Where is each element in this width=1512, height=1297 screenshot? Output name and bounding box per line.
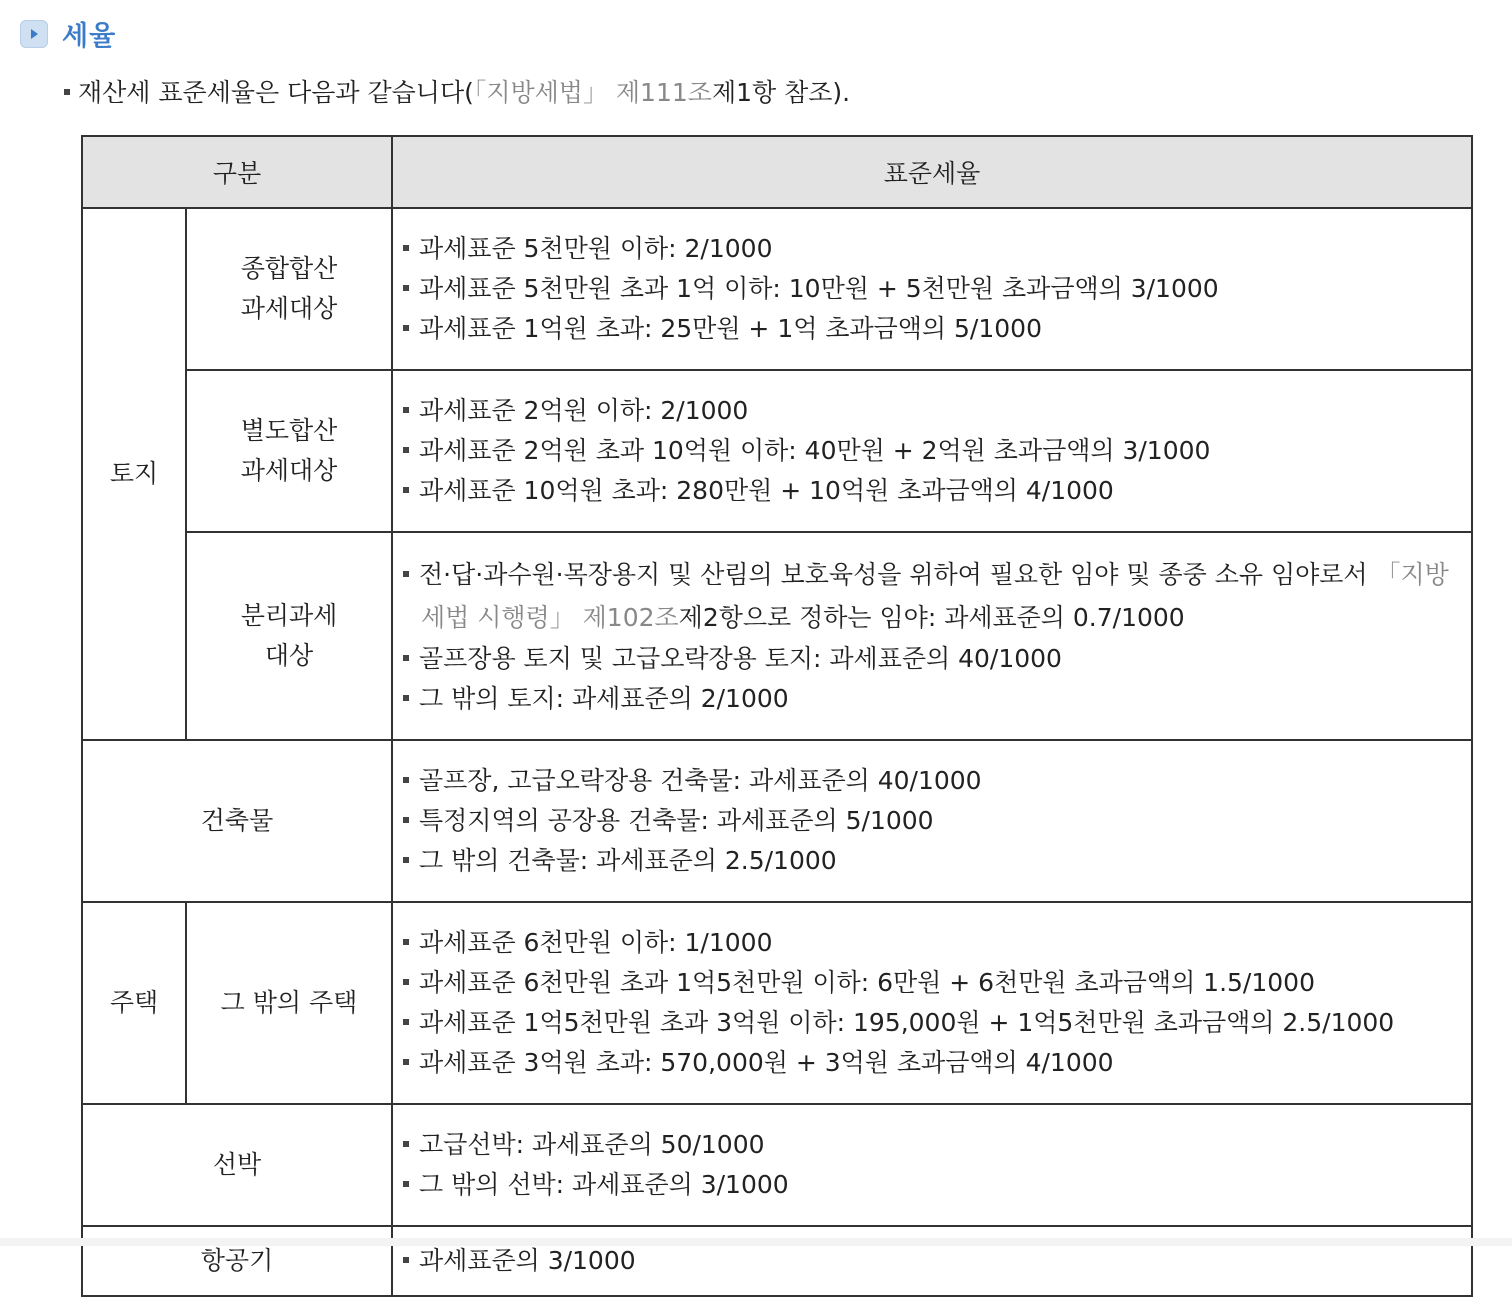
category-ship: 선박: [82, 1104, 392, 1226]
rate-line: 과세표준 10억원 초과: 280만원 + 10억원 초과금액의 4/1000: [403, 471, 1461, 511]
header-rate: 표준세율: [392, 136, 1472, 208]
rate-line: 과세표준 5천만원 초과 1억 이하: 10만원 + 5천만원 초과금액의 3/1000: [403, 269, 1461, 309]
section-heading: [20, 14, 116, 53]
intro-text: [64, 76, 850, 110]
category-aircraft: 항공기: [82, 1226, 392, 1296]
subcategory-label: 별도합산: [240, 416, 338, 445]
rate-cell: [392, 532, 1472, 740]
rate-line: 과세표준 6천만원 초과 1억5천만원 이하: 6만원 + 6천만원 초과금액의 1.5/1000: [403, 963, 1461, 1003]
subcategory-label: 과세대상: [240, 294, 338, 323]
rate-line: 과세표준 3억원 초과: 570,000원 + 3억원 초과금액의 4/1000: [403, 1043, 1461, 1083]
rate-cell: [392, 902, 1472, 1104]
table-row: [82, 1104, 1472, 1226]
rate-line: 과세표준의 3/1000: [403, 1241, 1461, 1281]
rate-line: 과세표준 5천만원 이하: 2/1000: [403, 229, 1461, 269]
rate-line: 그 밖의 건축물: 과세표준의 2.5/1000: [403, 841, 1461, 881]
category-housing: 주택: [82, 902, 186, 1104]
subcategory-cell: [186, 208, 392, 370]
intro-suffix: 제1항 참조).: [711, 78, 851, 107]
intro-prefix: 재산세 표준세율은 다음과 같습니다(: [78, 78, 474, 107]
header-category: 구분: [82, 136, 392, 208]
subcategory-label: 분리과세: [240, 601, 338, 630]
subcategory-other-housing: 그 밖의 주택: [186, 902, 392, 1104]
rate-cell: [392, 1226, 1472, 1296]
rate-line: 특정지역의 공장용 건축물: 과세표준의 5/1000: [403, 801, 1461, 841]
bullet-icon: [64, 89, 70, 95]
rate-line: 과세표준 6천만원 이하: 1/1000: [403, 923, 1461, 963]
rate-cell: [392, 370, 1472, 532]
subcategory-cell: [186, 532, 392, 740]
rate-cell: [392, 740, 1472, 902]
decree-reference-link[interactable]: 「지방세법 시행령」 제102조: [421, 560, 1449, 632]
subcategory-label: 과세대상: [240, 456, 338, 485]
rate-line: 그 밖의 선박: 과세표준의 3/1000: [403, 1165, 1461, 1205]
table-row: [82, 902, 1472, 1104]
page-bottom-edge: [0, 1238, 1512, 1246]
rate-line: 과세표준 2억원 초과 10억원 이하: 40만원 + 2억원 초과금액의 3/1000: [403, 431, 1461, 471]
rate-line: 골프장용 토지 및 고급오락장용 토지: 과세표준의 40/1000: [403, 639, 1461, 679]
play-icon: [20, 20, 48, 48]
category-building: 건축물: [82, 740, 392, 902]
table-row: [82, 208, 1472, 370]
category-land: 토지: [82, 208, 186, 740]
section-title: 세율: [62, 21, 117, 52]
rate-line: 과세표준 1억원 초과: 25만원 + 1억 초과금액의 5/1000: [403, 309, 1461, 349]
rate-line: 과세표준 2억원 이하: 2/1000: [403, 391, 1461, 431]
table-row: [82, 370, 1472, 532]
subcategory-cell: [186, 370, 392, 532]
subcategory-label: 종합합산: [240, 254, 338, 283]
subcategory-label: 대상: [264, 641, 314, 670]
law-reference-link[interactable]: 「지방세법」 제111조: [473, 78, 712, 107]
rate-line: 그 밖의 토지: 과세표준의 2/1000: [403, 679, 1461, 719]
tax-rate-table: [81, 135, 1473, 1297]
table-row: [82, 1226, 1472, 1296]
table-row: [82, 740, 1472, 902]
rate-line: 전·답·과수원·목장용지 및 산림의 보호육성을 위하여 필요한 임야 및 종중 소유 임야로서 「지방세법 시행령」 제102조제2항으로 정하는 임야: 과세표준의 0.7/1000: [403, 553, 1461, 639]
rate-line: 과세표준 1억5천만원 초과 3억원 이하: 195,000원 + 1억5천만원 초과금액의 2.5/1000: [403, 1003, 1461, 1043]
rate-line: 고급선박: 과세표준의 50/1000: [403, 1125, 1461, 1165]
rate-line: 골프장, 고급오락장용 건축물: 과세표준의 40/1000: [403, 761, 1461, 801]
rate-cell: [392, 1104, 1472, 1226]
table-row: [82, 532, 1472, 740]
rate-cell: [392, 208, 1472, 370]
